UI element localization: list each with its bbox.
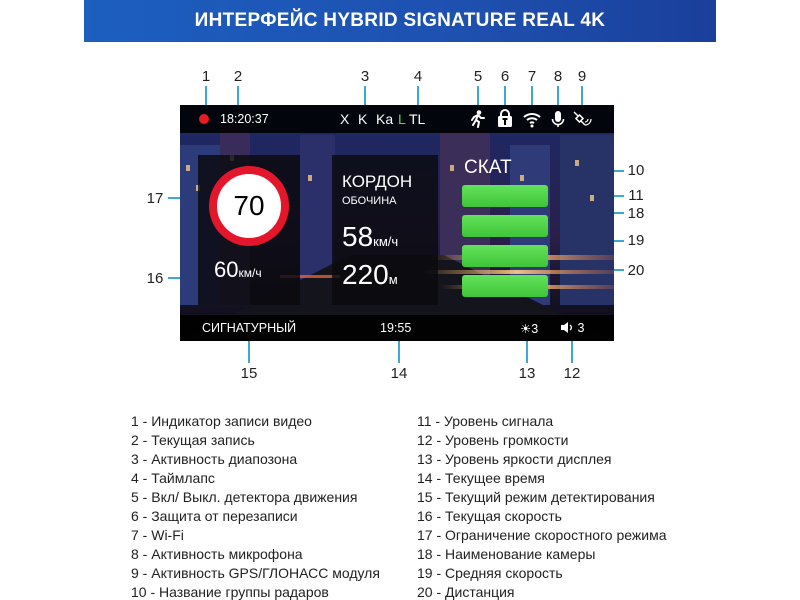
motion-detector-icon (468, 109, 488, 129)
camera-name: КОРДОН (342, 172, 413, 191)
legend-left (131, 412, 380, 600)
volume-level (560, 321, 584, 335)
current-time: 19:55 (380, 321, 412, 335)
distance-value: 220 (342, 259, 389, 290)
signal-level-bar (462, 215, 548, 237)
leader-line (526, 341, 528, 363)
record-clock: 18:20:37 (220, 112, 269, 126)
legend-item: 19 - Средняя скорость (417, 565, 563, 581)
speed-limit-value: 70 (233, 190, 265, 221)
legend-item: 3 - Активность диапозона (131, 451, 298, 467)
device-screen (180, 105, 614, 341)
callout-18: 18 (627, 205, 645, 222)
distance (342, 259, 398, 291)
legend-item: 20 - Дистанция (417, 584, 515, 600)
signal-level-bar (462, 275, 548, 297)
band-l: L (398, 111, 406, 127)
gps-satellite-icon (572, 109, 592, 129)
callout-11: 11 (628, 187, 644, 204)
callout-20: 20 (627, 262, 645, 279)
legend-item: 10 - Название группы радаров (131, 584, 329, 600)
legend-item: 17 - Ограничение скоростного режима (417, 527, 667, 543)
legend-item: 13 - Уровень яркости дисплея (417, 451, 612, 467)
callout-16: 16 (146, 270, 164, 287)
callout-14: 14 (390, 365, 408, 382)
signal-level-bar (462, 185, 548, 207)
banner-title: ИНТЕРФЕЙС HYBRID SIGNATURE REAL 4K (84, 0, 716, 42)
average-speed (342, 221, 398, 253)
callout-6: 6 (500, 68, 510, 85)
legend-item: 11 - Уровень сигнала (417, 413, 554, 429)
leader-line (398, 341, 400, 363)
current-speed (214, 257, 262, 283)
speed-limit-sign (209, 166, 289, 246)
wifi-icon (522, 109, 542, 129)
current-speed-unit: км/ч (238, 266, 262, 280)
callout-4: 4 (413, 68, 423, 85)
status-top-bar (180, 105, 614, 133)
average-speed-value: 58 (342, 221, 374, 252)
callout-2: 2 (233, 68, 243, 85)
band-k: K (358, 111, 368, 127)
status-bottom-bar (180, 315, 614, 341)
brightness-value: 3 (531, 322, 539, 336)
signal-level-bar (462, 245, 548, 267)
callout-3: 3 (360, 68, 370, 85)
record-indicator (199, 114, 209, 124)
leader-line (504, 86, 506, 106)
legend-item: 12 - Уровень громкости (417, 432, 569, 448)
callout-1: 1 (201, 68, 211, 85)
legend-item: 5 - Вкл/ Выкл. детектора движения (131, 489, 358, 505)
legend-item: 18 - Наименование камеры (417, 546, 596, 562)
leader-line (581, 86, 583, 106)
legend-item: 8 - Активность микрофона (131, 546, 303, 562)
microphone-icon (548, 109, 568, 129)
brightness-level (520, 321, 538, 336)
callout-8: 8 (553, 68, 563, 85)
leader-line (477, 86, 479, 106)
detection-mode: СИГНАТУРНЫЙ (202, 321, 297, 335)
current-speed-value: 60 (214, 257, 239, 282)
camera-subtype: ОБОЧИНА (342, 195, 397, 207)
legend-item: 7 - Wi-Fi (131, 527, 184, 543)
leader-line (237, 86, 239, 106)
radar-group-name: СКАТ (464, 157, 512, 178)
leader-line (571, 341, 573, 363)
legend-item: 1 - Индикатор записи видео (131, 413, 312, 429)
distance-unit: м (388, 272, 398, 287)
callout-17: 17 (146, 190, 164, 207)
callout-12: 12 (563, 365, 581, 382)
speed-panel (198, 155, 300, 305)
camera-panel (332, 155, 438, 305)
leader-line (364, 86, 366, 106)
callout-10: 10 (627, 162, 645, 179)
leader-line (248, 341, 250, 363)
legend-item: 16 - Текущая скорость (417, 508, 562, 524)
callout-19: 19 (627, 232, 645, 249)
legend-item: 2 - Текущая запись (131, 432, 255, 448)
leader-line (531, 86, 533, 106)
legend-right (417, 412, 667, 600)
band-ka: Ka (376, 111, 394, 127)
callout-7: 7 (527, 68, 537, 85)
legend-item: 6 - Защита от перезаписи (131, 508, 298, 524)
volume-value: 3 (577, 321, 585, 335)
callout-15: 15 (240, 365, 258, 382)
legend-item: 14 - Текущее время (417, 470, 545, 486)
band-tl: TL (409, 111, 426, 127)
callout-5: 5 (473, 68, 483, 85)
overwrite-lock-icon (495, 109, 515, 129)
leader-line (417, 86, 419, 106)
legend-item: 15 - Текущий режим детектирования (417, 489, 655, 505)
callout-9: 9 (577, 68, 587, 85)
leader-line (557, 86, 559, 106)
band-x: X (340, 111, 350, 127)
average-speed-unit: км/ч (373, 234, 399, 249)
legend-item: 4 - Таймлапс (131, 470, 215, 486)
legend-item: 9 - Активность GPS/ГЛОНАСС модуля (131, 565, 380, 581)
leader-line (205, 86, 207, 106)
speaker-icon (560, 321, 574, 334)
sun-icon: ☀ (520, 322, 532, 336)
callout-13: 13 (518, 365, 536, 382)
